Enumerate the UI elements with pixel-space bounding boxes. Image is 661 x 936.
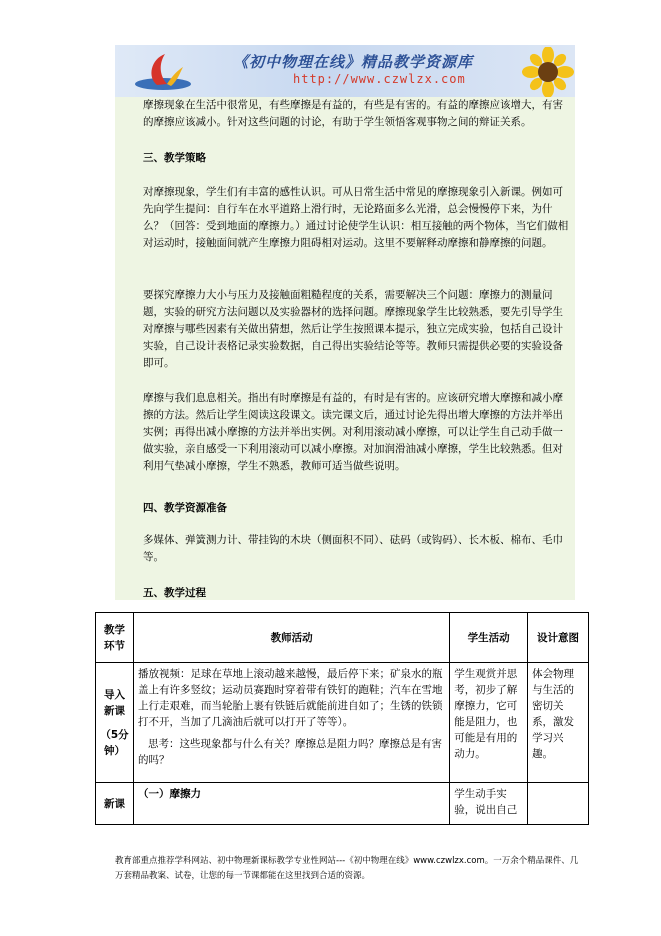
design-intent-empty: [528, 783, 589, 825]
teacher-activity-question: 思考：这些现象都与什么有关？摩擦总是阻力吗？摩擦总是有害的吗？: [137, 738, 442, 766]
section-intro-label: 导入新课: [103, 688, 125, 717]
paragraph-explore: 要探究摩擦力大小与压力及接触面粗糙程度的关系，需要解决三个问题：摩擦力的测量问题，实验的研究方法问题以及实验器材的选择问题。摩擦现象学生比较熟悉，要先引导学生对摩擦与哪些因素有关做出猜想，然后让学生按照课本提示，独立完成实验，包括自己设计实验，自己设计表格记录实验数据，自己得出实验结论等等。教师只需提供必要的实验设备即可。: [143, 289, 563, 369]
table-row: [96, 663, 589, 783]
header-section: 教学环节: [96, 613, 134, 663]
header-banner: [115, 45, 575, 97]
footer-note: 教育部重点推荐学科网站、初中物理新课标教学专业性网站---《初中物理在线》www.czwlzx.com。一万余个精品课件、几万套精品教案、试卷，让您的每一节课都能在这里找到合适的资源。: [115, 856, 579, 881]
paragraph-friction-methods: 摩擦与我们息息相关。指出有时摩擦是有益的，有时是有害的。应该研究增大摩擦和减小摩擦的方法。然后让学生阅读这段课文。读完课文后，通过讨论先得出增大摩擦的方法并举出实例；再得出减小摩擦的方法并举出实例。对利用滚动减小摩擦，可以让学生自己动手做一做实验，亲自感受一下利用滚动可以减小摩擦。对加润滑油减小摩擦，学生比较熟悉。但对利用气垫减小摩擦，学生不熟悉，教师可适当做些说明。: [143, 392, 563, 472]
paragraph-strategy: 对摩擦现象，学生们有丰富的感性认识。可从日常生活中常见的摩擦现象引入新课。例如可先向学生提问：自行车在水平道路上滑行时，无论路面多么光滑，总会慢慢停下来，为什么？（回答：受到地面的摩擦力。）通过讨论使学生认识：相互接触的两个物体，当它们做相对运动时，接触面间就产生摩擦力阻碍相对运动。这里不要解释动摩擦和静摩擦的问题。: [143, 186, 569, 249]
teacher-activity-cell: [133, 663, 449, 783]
student-experiment-cell: 学生动手实验，说出自己: [450, 783, 528, 825]
student-activity-cell: 学生观赏并思考，初步了解摩擦力，它可能是阻力，也可能是有用的动力。: [450, 663, 528, 783]
paragraph-resources: 多媒体、弹簧测力计、带挂钩的木块（侧面积不同）、砝码（或钩码）、长木板、棉布、毛巾等。: [143, 534, 563, 563]
paragraph-intro: 摩擦现象在生活中很常见，有些摩擦是有益的，有些是有害的。有益的摩擦应该增大，有害的摩擦应该减小。针对这些问题的讨论，有助于学生领悟客观事物之间的辩证关系。: [143, 99, 563, 128]
table-header-row: [96, 613, 589, 663]
table-row: [96, 783, 589, 825]
heading-strategy: 三、教学策略: [143, 152, 206, 164]
content-panel: [115, 97, 575, 600]
banner-url[interactable]: http://www.czwlzx.com: [293, 72, 466, 86]
design-intent-cell: 体会物理与生活的密切关系，激发学习兴趣。: [528, 663, 589, 783]
teacher-activity-video: 播放视频：足球在草地上滚动越来越慢，最后停下来；矿泉水的瓶盖上有许多竖纹；运动员赛跑时穿着带有铁钉的跑鞋；汽车在雪地上行走艰难，而当轮胎上裹有铁链后就能前进自如了；生锈的铁锁打不开，当加了几滴油后就可以打开了等等）。: [137, 668, 443, 728]
header-intent: 设计意图: [528, 613, 589, 663]
banner-title: 《初中物理在线》精品教学资源库: [233, 53, 474, 71]
section-newlesson-label: 新课: [96, 783, 134, 825]
heading-resources: 四、教学资源准备: [143, 502, 227, 514]
logo-icon: [133, 51, 193, 93]
heading-process: 五、教学过程: [143, 587, 206, 599]
teacher-friction-heading: （一）摩擦力: [133, 783, 449, 825]
header-teacher: 教师活动: [133, 613, 449, 663]
teaching-process-table: [95, 612, 589, 825]
header-student: 学生活动: [450, 613, 528, 663]
sunflower-icon: [520, 47, 575, 97]
section-intro-cell: [96, 663, 134, 783]
section-intro-time: （5分钟）: [100, 728, 129, 757]
